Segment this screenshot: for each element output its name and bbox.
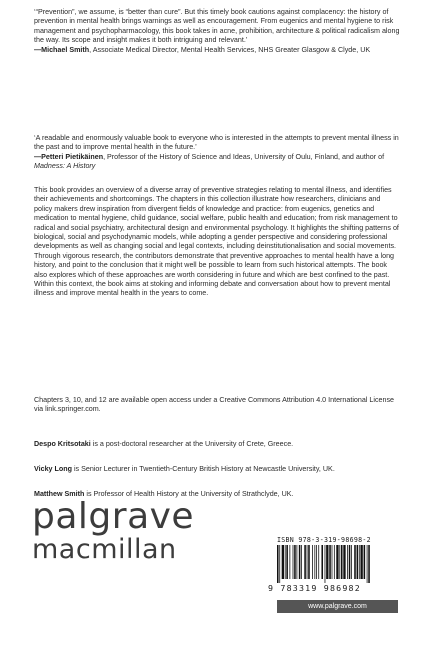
endorsement-quote: ‘“Prevention”, we assume, is “better than cure”. But this timely book cautions against complacency: the history of prevention in mental health brings warnings as well as encouragement. From eugenics and mental hygiene to risk management and psychopharmacology, this book takes in acne, prohibition, architecture & political radicalism along the way. Its scope and insight makes it both intriguing and relevant.’ [34, 8, 400, 45]
barcode-bar [316, 545, 317, 579]
barcode-bar [301, 545, 302, 579]
barcode-bar [307, 545, 308, 579]
endorsement-2 [34, 134, 400, 172]
endorsement-author: —Petteri Pietikäinen [34, 152, 104, 161]
barcode-bar [282, 545, 284, 579]
barcode-bar [325, 545, 326, 583]
editor-bio-1 [34, 440, 400, 449]
publisher-website: www.palgrave.com [277, 600, 398, 613]
barcode-bar [299, 545, 301, 579]
barcode-bar [318, 545, 319, 579]
barcode-bar [304, 545, 306, 579]
endorsement-author: —Michael Smith [34, 45, 90, 54]
barcode-bar [312, 545, 313, 579]
barcode-bar [336, 545, 338, 579]
barcode-bar [341, 545, 343, 579]
editor-bio-text: is Professor of Health History at the University of Strathclyde, UK. [84, 490, 294, 498]
barcode-bar [357, 545, 359, 579]
barcode-bar [347, 545, 348, 579]
barcode-bar [329, 545, 331, 579]
barcode-bar [368, 545, 370, 583]
barcode-bar [285, 545, 286, 579]
editor-name: Matthew Smith [34, 490, 85, 498]
editor-bio-2 [34, 465, 400, 474]
barcode-bar [354, 545, 356, 579]
book-description: This book provides an overview of a diverse array of preventive strategies relating to mental illness, and identifies their achievements and shortcomings. The chapters in this collection illustrate how researchers, clinicians and policy makers drew inspiration from divergent fields of knowledge and practice: from eugenics, genetics and medication to mental hygiene, child guidance, social welfare, public health and education; from risk management to radical and social psychiatry, architectural design and environmental psychology. It highlights the shifting patterns of biological, social and psychodynamic models, while adopting a gender perspective and considering professional developments as well as changing social and legal contexts, including deinstitutionalisation and social movements. Through vigorous research, the contributors demonstrate that preventive approaches to mental health have a long history, and point to the conclusion that it might well be possible to learn from such historical attempts. The book also explores which of these approaches are worth considering in future and which are best confined to the past. Within this context, the book aims at stoking and informing debate and conversation about how to prevent mental illness and improve mental health in the years to come. [34, 186, 399, 298]
barcode-bar [359, 545, 360, 579]
barcode-bar [277, 545, 279, 583]
barcode-bar [308, 545, 310, 579]
publisher-logo-palgrave: palgrave [32, 496, 195, 537]
barcode-bar [367, 545, 368, 583]
publisher-logo-macmillan: macmillan [32, 534, 177, 565]
barcode-bar [326, 545, 328, 579]
barcode-bar [293, 545, 294, 579]
barcode-bar [294, 545, 296, 579]
barcode-bar [297, 545, 298, 579]
barcode-bar [279, 545, 280, 583]
barcode-bar [343, 545, 345, 579]
editor-bio-text: is a post-doctoral researcher at the University of Crete, Greece. [90, 440, 294, 448]
open-access-note: Chapters 3, 10, and 12 are available open access under a Creative Commons Attribution 4.0 International License via link.springer.com. [34, 396, 395, 414]
barcode-bar [314, 545, 315, 579]
endorsement-book-title: Madness: A History [34, 162, 96, 171]
barcode-bar [351, 545, 352, 579]
barcode-bar [364, 545, 366, 579]
barcode-bar [360, 545, 362, 579]
barcode-bar [349, 545, 351, 579]
barcode-bar [286, 545, 288, 579]
barcode-digits: 9 783319 986982 [268, 583, 361, 593]
barcode [276, 545, 398, 583]
endorsement-quote: ‘A readable and enormously valuable book to everyone who is interested in the attempts to prevent mental illness in the past and to improve mental health in the future.’ [34, 134, 399, 152]
editor-bio-text: is Senior Lecturer in Twentieth-Century British History at Newcastle University, UK. [71, 465, 335, 473]
barcode-bar [339, 545, 340, 579]
barcode-bar [321, 545, 323, 579]
endorsement-1 [34, 8, 400, 55]
endorsement-affiliation: , Professor of the History of Science and Ideas, University of Oulu, Finland, and author of [103, 152, 385, 161]
editor-name: Vicky Long [34, 465, 72, 473]
editor-name: Despo Kritsotaki [34, 440, 91, 448]
isbn-label: ISBN 978-3-319-98698-2 [277, 536, 371, 544]
endorsement-affiliation: , Associate Medical Director, Mental Health Services, NHS Greater Glasgow & Clyde, UK [89, 45, 371, 54]
barcode-bar [289, 545, 290, 579]
barcode-bar [332, 545, 333, 579]
barcode-bar [334, 545, 335, 579]
